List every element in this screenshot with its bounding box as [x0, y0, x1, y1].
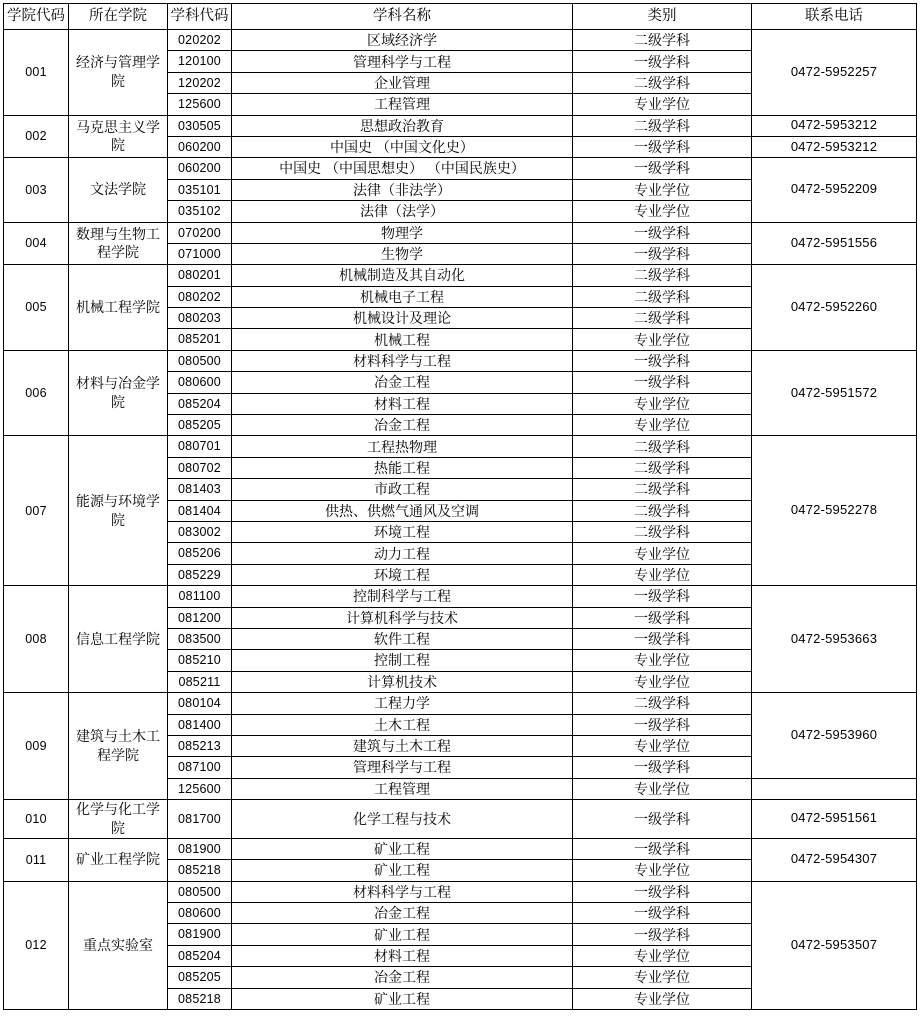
cell-subject-name: 机械电子工程: [232, 286, 573, 307]
cell-subject-name: 机械设计及理论: [232, 308, 573, 329]
cell-subject-name: 物理学: [232, 222, 573, 243]
cell-category: 一级学科: [573, 586, 752, 607]
cell-subject-name: 矿业工程: [232, 860, 573, 881]
cell-college-name: 建筑与土木工程学院: [69, 693, 168, 800]
table-body: [4, 30, 917, 1010]
cell-subject-name: 环境工程: [232, 564, 573, 585]
cell-subject-code: 125600: [168, 778, 232, 799]
cell-college-code: 010: [4, 800, 69, 839]
cell-subject-name: 工程管理: [232, 778, 573, 799]
cell-category: 二级学科: [573, 479, 752, 500]
cell-category: 专业学位: [573, 735, 752, 756]
cell-category: 专业学位: [573, 671, 752, 692]
cell-category: 专业学位: [573, 393, 752, 414]
table-row: [4, 265, 917, 286]
cell-subject-code: 085205: [168, 967, 232, 988]
cell-phone: 0472-5951572: [752, 350, 917, 436]
cell-category: 二级学科: [573, 286, 752, 307]
cell-category: 二级学科: [573, 72, 752, 93]
cell-subject-code: 085201: [168, 329, 232, 350]
cell-subject-name: 机械制造及其自动化: [232, 265, 573, 286]
cell-subject-code: 120202: [168, 72, 232, 93]
cell-category: 一级学科: [573, 903, 752, 924]
cell-category: 一级学科: [573, 607, 752, 628]
cell-phone: 0472-5952278: [752, 436, 917, 586]
cell-category: 专业学位: [573, 967, 752, 988]
cell-subject-name: 生物学: [232, 243, 573, 264]
cell-subject-name: 矿业工程: [232, 924, 573, 945]
cell-category: 专业学位: [573, 415, 752, 436]
cell-subject-name: 思想政治教育: [232, 115, 573, 136]
table-row: [4, 222, 917, 243]
cell-subject-name: 市政工程: [232, 479, 573, 500]
cell-category: 一级学科: [573, 243, 752, 264]
cell-college-code: 005: [4, 265, 69, 351]
cell-subject-name: 计算机技术: [232, 671, 573, 692]
cell-category: 专业学位: [573, 94, 752, 115]
cell-college-code: 002: [4, 115, 69, 158]
cell-subject-code: 085204: [168, 393, 232, 414]
cell-subject-code: 085211: [168, 671, 232, 692]
cell-subject-code: 080500: [168, 881, 232, 902]
table-row: [4, 838, 917, 859]
cell-subject-code: 070200: [168, 222, 232, 243]
cell-subject-name: 计算机科学与技术: [232, 607, 573, 628]
cell-subject-name: 热能工程: [232, 457, 573, 478]
cell-category: 一级学科: [573, 372, 752, 393]
cell-college-name: 矿业工程学院: [69, 838, 168, 881]
cell-subject-code: 080701: [168, 436, 232, 457]
cell-category: 二级学科: [573, 521, 752, 542]
cell-phone: 0472-5953960: [752, 693, 917, 779]
cell-category: 一级学科: [573, 800, 752, 839]
cell-subject-name: 矿业工程: [232, 988, 573, 1009]
cell-subject-name: 冶金工程: [232, 372, 573, 393]
cell-subject-code: 085213: [168, 735, 232, 756]
table-row: [4, 881, 917, 902]
cell-subject-code: 120100: [168, 51, 232, 72]
cell-category: 二级学科: [573, 436, 752, 457]
cell-subject-code: 080702: [168, 457, 232, 478]
table-header: [4, 4, 917, 30]
cell-category: 二级学科: [573, 500, 752, 521]
cell-subject-code: 081403: [168, 479, 232, 500]
cell-subject-name: 冶金工程: [232, 903, 573, 924]
cell-subject-code: 060200: [168, 136, 232, 157]
cell-subject-code: 080600: [168, 903, 232, 924]
cell-subject-code: 071000: [168, 243, 232, 264]
cell-subject-code: 081200: [168, 607, 232, 628]
cell-college-name: 重点实验室: [69, 881, 168, 1009]
cell-subject-name: 矿业工程: [232, 838, 573, 859]
table-row: [4, 693, 917, 714]
cell-subject-name: 材料科学与工程: [232, 881, 573, 902]
cell-category: 专业学位: [573, 543, 752, 564]
cell-category: 二级学科: [573, 693, 752, 714]
cell-phone: 0472-5952257: [752, 30, 917, 116]
cell-phone: 0472-5951556: [752, 222, 917, 265]
cell-phone: 0472-5954307: [752, 838, 917, 881]
cell-subject-name: 机械工程: [232, 329, 573, 350]
cell-subject-name: 动力工程: [232, 543, 573, 564]
cell-category: 一级学科: [573, 350, 752, 371]
cell-subject-name: 法律（法学）: [232, 201, 573, 222]
cell-college-code: 003: [4, 158, 69, 222]
cell-category: 专业学位: [573, 329, 752, 350]
column-header-subject-name: 学科名称: [232, 4, 573, 30]
cell-phone: 0472-5951561: [752, 800, 917, 839]
cell-subject-code: 060200: [168, 158, 232, 179]
cell-category: 一级学科: [573, 714, 752, 735]
cell-subject-name: 管理科学与工程: [232, 757, 573, 778]
table-row: [4, 800, 917, 839]
column-header-college-code: 学院代码: [4, 4, 69, 30]
cell-college-code: 007: [4, 436, 69, 586]
cell-category: 专业学位: [573, 650, 752, 671]
cell-subject-code: 081700: [168, 800, 232, 839]
cell-category: 二级学科: [573, 265, 752, 286]
cell-subject-name: 控制科学与工程: [232, 586, 573, 607]
cell-subject-code: 035101: [168, 179, 232, 200]
cell-subject-name: 冶金工程: [232, 415, 573, 436]
cell-subject-name: 中国史 （中国文化史）: [232, 136, 573, 157]
column-header-phone: 联系电话: [752, 4, 917, 30]
cell-category: 二级学科: [573, 457, 752, 478]
cell-subject-code: 081404: [168, 500, 232, 521]
cell-subject-code: 080202: [168, 286, 232, 307]
cell-subject-name: 企业管理: [232, 72, 573, 93]
cell-phone: 0472-5953663: [752, 586, 917, 693]
cell-subject-name: 工程管理: [232, 94, 573, 115]
cell-subject-code: 085218: [168, 988, 232, 1009]
cell-subject-name: 工程力学: [232, 693, 573, 714]
cell-college-code: 001: [4, 30, 69, 116]
cell-college-name: 能源与环境学院: [69, 436, 168, 586]
cell-subject-name: 软件工程: [232, 628, 573, 649]
cell-subject-name: 供热、供燃气通风及空调: [232, 500, 573, 521]
cell-category: 一级学科: [573, 838, 752, 859]
cell-subject-code: 080201: [168, 265, 232, 286]
cell-college-name: 机械工程学院: [69, 265, 168, 351]
cell-college-name: 文法学院: [69, 158, 168, 222]
cell-category: 专业学位: [573, 179, 752, 200]
cell-subject-name: 材料工程: [232, 945, 573, 966]
cell-subject-code: 030505: [168, 115, 232, 136]
cell-subject-name: 环境工程: [232, 521, 573, 542]
cell-subject-code: 085218: [168, 860, 232, 881]
cell-subject-code: 080203: [168, 308, 232, 329]
cell-college-code: 011: [4, 838, 69, 881]
cell-subject-code: 081900: [168, 924, 232, 945]
cell-category: 专业学位: [573, 564, 752, 585]
cell-subject-name: 控制工程: [232, 650, 573, 671]
cell-subject-code: 085206: [168, 543, 232, 564]
cell-college-name: 数理与生物工程学院: [69, 222, 168, 265]
cell-subject-name: 法律（非法学）: [232, 179, 573, 200]
cell-category: 专业学位: [573, 201, 752, 222]
cell-phone: 0472-5952209: [752, 158, 917, 222]
cell-category: 二级学科: [573, 308, 752, 329]
cell-subject-name: 土木工程: [232, 714, 573, 735]
cell-college-code: 006: [4, 350, 69, 436]
cell-college-name: 经济与管理学院: [69, 30, 168, 116]
column-header-category: 类别: [573, 4, 752, 30]
cell-subject-name: 化学工程与技术: [232, 800, 573, 839]
cell-phone: 0472-5953212: [752, 115, 917, 136]
table-row: [4, 350, 917, 371]
cell-subject-code: 085205: [168, 415, 232, 436]
cell-phone-empty: [752, 778, 917, 799]
cell-category: 专业学位: [573, 778, 752, 799]
cell-subject-code: 080600: [168, 372, 232, 393]
cell-category: 一级学科: [573, 136, 752, 157]
cell-subject-name: 建筑与土木工程: [232, 735, 573, 756]
discipline-directory-table: [3, 3, 917, 1010]
table-row: [4, 436, 917, 457]
table-row: [4, 158, 917, 179]
cell-category: 专业学位: [573, 988, 752, 1009]
table-row: [4, 115, 917, 136]
cell-category: 一级学科: [573, 222, 752, 243]
column-header-college-name: 所在学院: [69, 4, 168, 30]
cell-subject-name: 工程热物理: [232, 436, 573, 457]
cell-subject-code: 020202: [168, 30, 232, 51]
cell-subject-name: 中国史 （中国思想史） （中国民族史）: [232, 158, 573, 179]
cell-category: 一级学科: [573, 757, 752, 778]
cell-subject-code: 085210: [168, 650, 232, 671]
cell-category: 专业学位: [573, 860, 752, 881]
cell-college-name: 材料与冶金学院: [69, 350, 168, 436]
cell-college-name: 马克思主义学院: [69, 115, 168, 158]
cell-subject-code: 125600: [168, 94, 232, 115]
cell-subject-code: 083500: [168, 628, 232, 649]
cell-subject-code: 081100: [168, 586, 232, 607]
cell-subject-code: 083002: [168, 521, 232, 542]
table-row: [4, 30, 917, 51]
cell-subject-code: 081400: [168, 714, 232, 735]
cell-subject-name: 管理科学与工程: [232, 51, 573, 72]
cell-subject-code: 085204: [168, 945, 232, 966]
cell-category: 一级学科: [573, 158, 752, 179]
cell-subject-name: 材料工程: [232, 393, 573, 414]
cell-subject-name: 材料科学与工程: [232, 350, 573, 371]
cell-college-name: 信息工程学院: [69, 586, 168, 693]
cell-category: 一级学科: [573, 881, 752, 902]
cell-category: 一级学科: [573, 628, 752, 649]
cell-college-code: 008: [4, 586, 69, 693]
cell-subject-code: 081900: [168, 838, 232, 859]
cell-category: 一级学科: [573, 51, 752, 72]
cell-subject-code: 080500: [168, 350, 232, 371]
cell-subject-code: 035102: [168, 201, 232, 222]
cell-college-code: 004: [4, 222, 69, 265]
cell-category: 一级学科: [573, 924, 752, 945]
cell-category: 二级学科: [573, 115, 752, 136]
cell-college-name: 化学与化工学院: [69, 800, 168, 839]
cell-subject-name: 区域经济学: [232, 30, 573, 51]
cell-phone: 0472-5952260: [752, 265, 917, 351]
cell-phone: 0472-5953507: [752, 881, 917, 1009]
cell-subject-code: 080104: [168, 693, 232, 714]
cell-subject-name: 冶金工程: [232, 967, 573, 988]
cell-college-code: 009: [4, 693, 69, 800]
table-header-row: [4, 4, 917, 30]
cell-phone: 0472-5953212: [752, 136, 917, 157]
cell-category: 二级学科: [573, 30, 752, 51]
cell-college-code: 012: [4, 881, 69, 1009]
cell-subject-code: 085229: [168, 564, 232, 585]
cell-category: 专业学位: [573, 945, 752, 966]
table-row: [4, 586, 917, 607]
column-header-subject-code: 学科代码: [168, 4, 232, 30]
cell-subject-code: 087100: [168, 757, 232, 778]
